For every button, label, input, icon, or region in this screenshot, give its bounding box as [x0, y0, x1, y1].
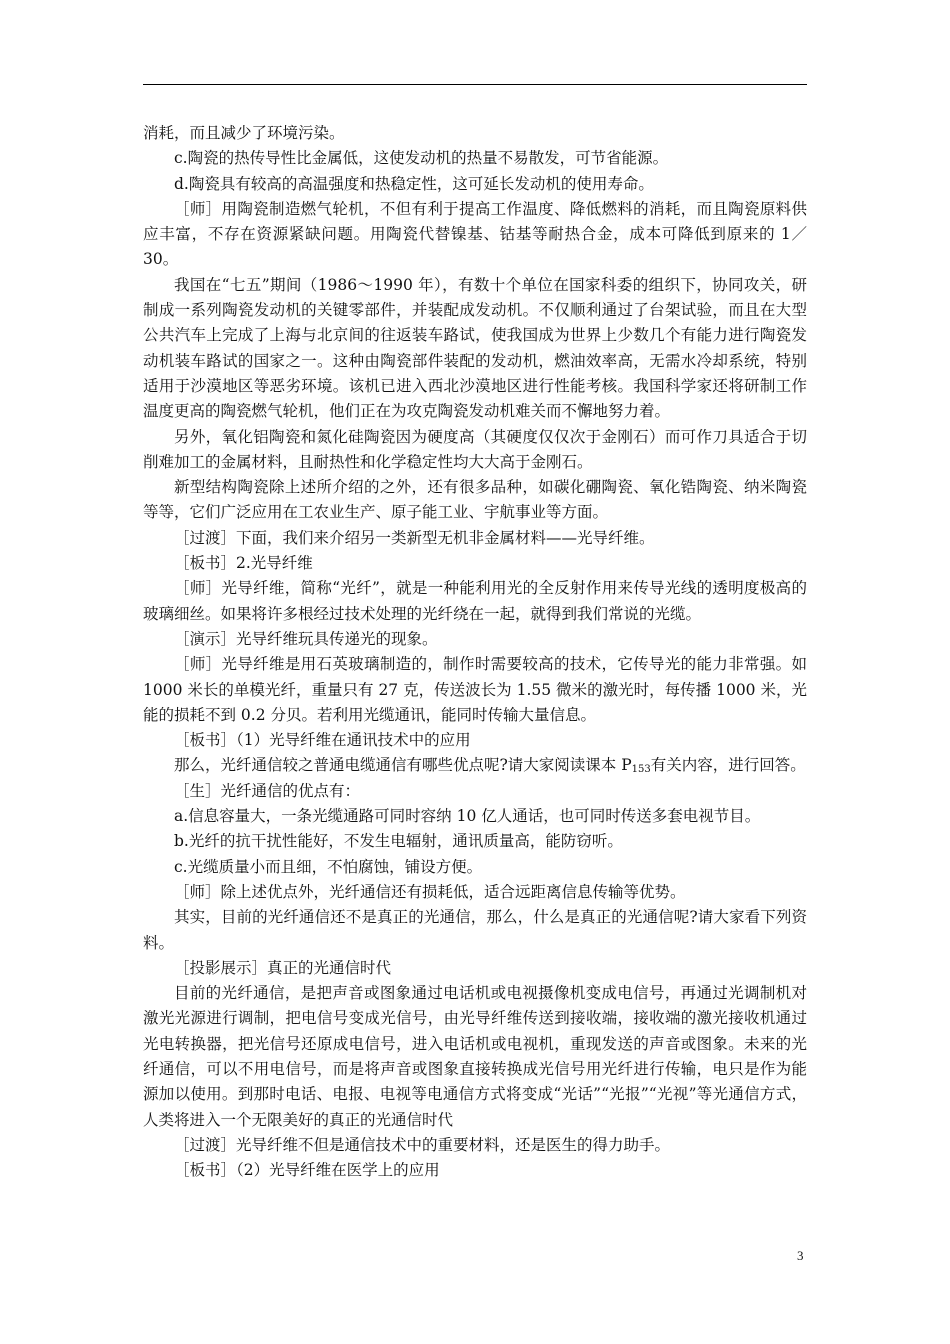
paragraph: 那么，光纤通信较之普通电缆通信有哪些优点呢?请大家阅读课本 $P_{153}$有关内容，进行回答。 — [174, 756, 806, 776]
paragraph: ［师］光导纤维，简称“光纤”，就是一种能利用光的全反射作用来传导光线的透明度极高的玻璃细丝。如果将许多根经过技术处理的光纤绕在一起，就得到我们常说的光缆。 — [143, 579, 807, 623]
paragraph: ［过渡］光导纤维不但是通信技术中的重要材料，还是医生的得力助手。 — [174, 1135, 671, 1154]
page-number: 3 — [797, 1248, 804, 1263]
paragraph: ［师］除上述优点外，光纤通信还有损耗低，适合远距离信息传输等优势。 — [174, 882, 686, 901]
paragraph: b.光纤的抗干扰性能好，不发生电辐射，通讯质量高，能防窃听。 — [174, 832, 623, 851]
paragraph: d.陶瓷具有较高的高温强度和热稳定性，这可延长发动机的使用寿命。 — [174, 174, 654, 193]
paragraph: ［演示］光导纤维玩具传递光的现象。 — [174, 629, 438, 648]
paragraph: a.信息容量大，一条光缆通路可同时容纳 10 亿人通话，也可同时传送多套电视节目。 — [174, 807, 761, 826]
paragraph: ［板书］2.光导纤维 — [174, 554, 313, 573]
paragraph: ［投影展示］真正的光通信时代 — [174, 958, 392, 977]
paragraph: 另外，氧化铝陶瓷和氮化硅陶瓷因为硬度高（其硬度仅仅次于金刚石）而可作刀具适合于切削难加工的金属材料，且耐热性和化学稳定性均大大高于金刚石。 — [143, 427, 807, 471]
paragraph: ［过渡］下面，我们来介绍另一类新型无机非金属材料——光导纤维。 — [174, 528, 655, 547]
paragraph: c.光缆质量小而且细，不怕腐蚀，铺设方便。 — [174, 857, 483, 876]
paragraph: ［生］光纤通信的优点有： — [174, 781, 361, 800]
document-body — [143, 121, 807, 1183]
paragraph: ［板书］（2）光导纤维在医学上的应用 — [174, 1161, 440, 1180]
paragraph: ［板书］（1）光导纤维在通讯技术中的应用 — [174, 731, 471, 750]
paragraph: 我国在“七五”期间（1986～1990 年），有数十个单位在国家科委的组织下，协同攻关，研制成一系列陶瓷发动机的关键零部件，并装配成发动机。不仅顺利通过了台架试验，而且在大型公共汽车上完成了上海与北京间的往返装车路试，使我国成为世界上少数几个有能力进行陶瓷发动机装车路试的国家之一。这种由陶瓷部件装配的发动机，燃油效率高，无需水冷却系统，特别适用于沙漠地区等恶劣环境。该机已进入西北沙漠地区进行性能考核。我国科学家还将研制工作温度更高的陶瓷燃气轮机，他们正在为攻克陶瓷发动机难关而不懈地努力着。 — [143, 275, 807, 421]
page-reference-subscript: 153 — [631, 764, 651, 776]
header-rule — [143, 84, 807, 85]
paragraph: 其实，目前的光纤通信还不是真正的光通信，那么，什么是真正的光通信呢?请大家看下列资料。 — [143, 908, 807, 952]
paragraph: 消耗，而且减少了环境污染。 — [143, 124, 345, 142]
paragraph: ［师］光导纤维是用石英玻璃制造的，制作时需要较高的技术，它传导光的能力非常强。如 1000 米长的单模光纤，重量只有 27 克，传送波长为 1.55 微米的激光时，每传播 1000 米，光能的损耗不到 0.2 分贝。若利用光缆通讯，能同时传输大量信息。 — [143, 655, 807, 724]
paragraph: 新型结构陶瓷除上述所介绍的之外，还有很多品种，如碳化硼陶瓷、氧化锆陶瓷、纳米陶瓷等等，它们广泛应用在工农业生产、原子能工业、宇航事业等方面。 — [143, 478, 807, 522]
paragraph: 目前的光纤通信，是把声音或图象通过电话机或电视摄像机变成电信号，再通过光调制机对激光光源进行调制，把电信号变成光信号，由光导纤维传送到接收端，接收端的激光接收机通过光电转换器，把光信号还原成电信号，进入电话机或电视机，重现发送的声音或图象。未来的光纤通信，可以不用电信号，而是将声音或图象直接转换成光信号用光纤进行传输，电只是作为能源加以使用。到那时电话、电报、电视等电通信方式将变成“光话”“光报”“光视”等光通信方式，人类将进入一个无限美好的真正的光通信时代 — [143, 984, 807, 1129]
paragraph: c.陶瓷的热传导性比金属低，这使发动机的热量不易散发，可节省能源。 — [174, 149, 669, 168]
paragraph: ［师］用陶瓷制造燃气轮机，不但有利于提高工作温度、降低燃料的消耗，而且陶瓷原料供应丰富，不存在资源紧缺问题。用陶瓷代替镍基、钴基等耐热合金，成本可降低到原来的 1／30。 — [143, 199, 807, 269]
